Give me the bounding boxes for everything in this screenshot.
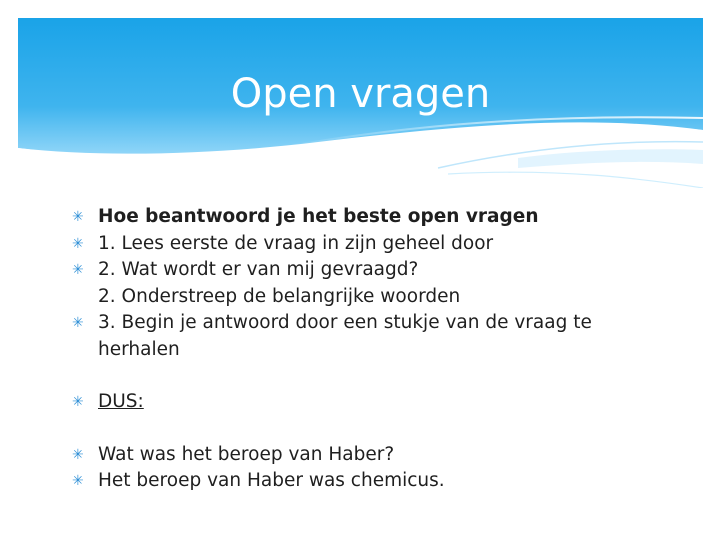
asterisk-icon: ✳ <box>72 209 84 225</box>
bullet-continuation-text: 2. Onderstreep de belangrijke woorden <box>98 285 461 307</box>
bullet-item <box>70 442 670 469</box>
bullet-text: 2. Wat wordt er van mij gevraagd? <box>98 259 419 280</box>
slide-title: Open vragen <box>230 71 491 117</box>
bullet-text: DUS: <box>98 391 144 412</box>
bullet-item <box>70 204 670 231</box>
asterisk-icon: ✳ <box>72 315 84 331</box>
asterisk-icon: ✳ <box>72 235 84 252</box>
bullet-list <box>70 204 670 495</box>
asterisk-icon: ✳ <box>72 446 84 463</box>
bullet-item <box>70 310 670 363</box>
bullet-item <box>70 389 670 416</box>
title-banner <box>18 18 703 188</box>
bullet-text: Hoe beantwoord je het beste open vragen <box>98 206 539 227</box>
bullet-item <box>70 468 670 495</box>
bullet-text: 1. Lees eerste de vraag in zijn geheel door <box>98 232 494 254</box>
bullet-text: Het beroep van Haber was chemicus. <box>98 470 445 491</box>
bullet-item <box>70 231 670 258</box>
bullet-item <box>70 257 670 310</box>
asterisk-icon: ✳ <box>72 394 84 410</box>
asterisk-icon: ✳ <box>72 262 84 278</box>
bullet-text: Wat was het beroep van Haber? <box>98 443 395 465</box>
asterisk-icon: ✳ <box>72 473 84 489</box>
bullet-list-container <box>70 204 670 495</box>
bullet-text: 3. Begin je antwoord door een stukje van de vraag te <box>98 312 592 333</box>
bullet-continuation-text: herhalen <box>98 338 180 360</box>
